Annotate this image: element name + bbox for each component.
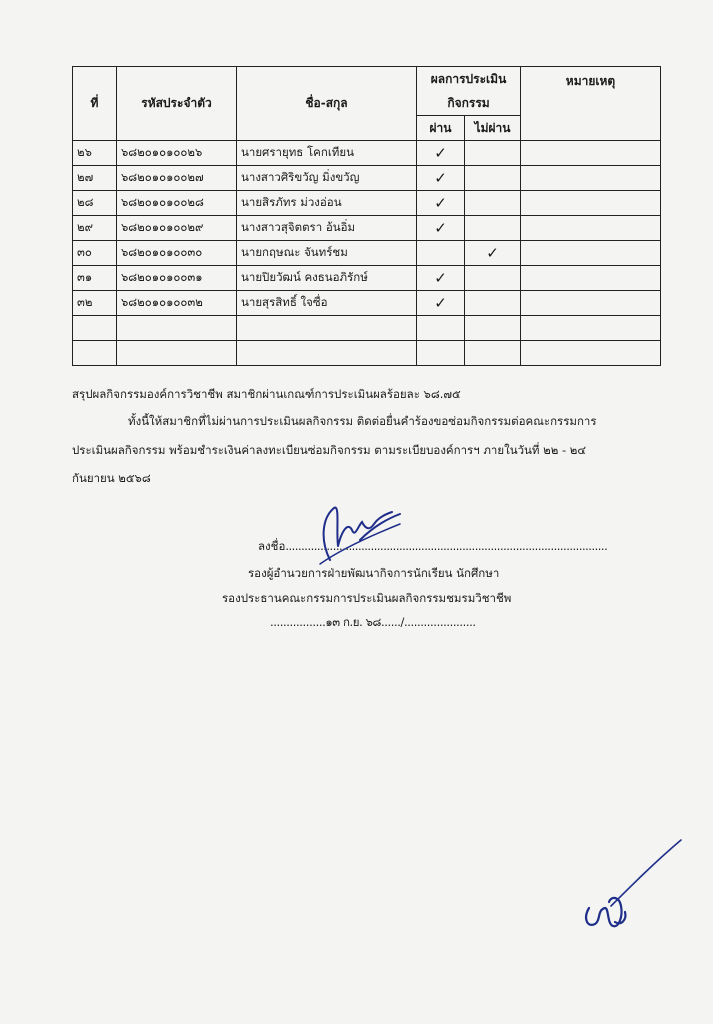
empty-cell [237, 341, 417, 366]
signer-position-1: รองผู้อำนวยการฝ่ายพัฒนากิจการนักเรียน นักศึกษา [248, 566, 500, 580]
header-name: ชื่อ-สกุล [237, 67, 417, 141]
row-fail-cell [465, 191, 521, 216]
empty-cell [465, 316, 521, 341]
row-remark [521, 266, 661, 291]
header-no: ที่ [73, 67, 117, 141]
row-remark [521, 216, 661, 241]
date-line: .................๑๓ ก.ย. ๖๘....../...................... [270, 615, 476, 629]
activity-results-table [72, 66, 661, 366]
check-mark-icon: ✓ [434, 219, 447, 237]
row-number: ๒๖ [73, 141, 117, 166]
sign-dots: ...................................................................................................... [285, 539, 608, 553]
row-name: นางสาวสุจิตตรา อ้นอิ่ม [237, 216, 417, 241]
empty-cell [117, 341, 237, 366]
row-number: ๒๗ [73, 166, 117, 191]
row-number: ๒๘ [73, 191, 117, 216]
row-pass-cell [417, 166, 465, 191]
row-fail-cell [465, 291, 521, 316]
check-mark-icon: ✓ [434, 144, 447, 162]
row-name: นายสุรสิทธิ์ ใจซื่อ [237, 291, 417, 316]
table-row [73, 166, 661, 191]
header-remark: หมายเหตุ [521, 67, 661, 141]
main-signature [300, 500, 410, 570]
table-row [73, 191, 661, 216]
row-student-id: ๖๘๒๐๑๐๑๐๐๒๘ [117, 191, 237, 216]
row-student-id: ๖๘๒๐๑๐๑๐๐๓๐ [117, 241, 237, 266]
row-number: ๓๐ [73, 241, 117, 266]
check-mark-icon: ✓ [434, 194, 447, 212]
empty-cell [521, 341, 661, 366]
empty-table-row [73, 341, 661, 366]
check-mark-icon: ✓ [434, 294, 447, 312]
row-remark [521, 291, 661, 316]
row-fail-cell [465, 166, 521, 191]
header-fail: ไม่ผ่าน [465, 116, 521, 141]
row-name: นายศรายุทธ โคกเทียน [237, 141, 417, 166]
header-result: ผลการประเมิน [417, 67, 521, 92]
table-row [73, 291, 661, 316]
row-student-id: ๖๘๒๐๑๐๑๐๐๒๗ [117, 166, 237, 191]
empty-cell [117, 316, 237, 341]
table-row [73, 241, 661, 266]
check-mark-icon: ✓ [434, 269, 447, 287]
row-pass-cell [417, 191, 465, 216]
row-pass-cell [417, 241, 465, 266]
empty-cell [73, 316, 117, 341]
table-row [73, 266, 661, 291]
row-pass-cell [417, 216, 465, 241]
row-number: ๓๑ [73, 266, 117, 291]
table-row [73, 216, 661, 241]
row-fail-cell [465, 216, 521, 241]
row-name: นางสาวศิริขวัญ มิ่งขวัญ [237, 166, 417, 191]
row-remark [521, 241, 661, 266]
summary-line-1: สรุปผลกิจกรรมองค์การวิชาชีพ สมาชิกผ่านเกณฑ์การประเมินผลร้อยละ ๖๘.๗๕ [72, 387, 461, 401]
row-student-id: ๖๘๒๐๑๐๑๐๐๓๒ [117, 291, 237, 316]
row-name: นายปิยวัฒน์ คงธนอภิรักษ์ [237, 266, 417, 291]
header-result-sub: กิจกรรม [417, 91, 521, 116]
row-student-id: ๖๘๒๐๑๐๑๐๐๓๑ [117, 266, 237, 291]
empty-cell [73, 341, 117, 366]
empty-cell [417, 341, 465, 366]
row-fail-cell [465, 241, 521, 266]
row-student-id: ๖๘๒๐๑๐๑๐๐๒๙ [117, 216, 237, 241]
header-pass: ผ่าน [417, 116, 465, 141]
initials-signature [575, 836, 685, 936]
row-name: นายกฤษณะ จันทร์ชม [237, 241, 417, 266]
table-row [73, 141, 661, 166]
summary-line-4: กันยายน ๒๕๖๘ [72, 471, 151, 485]
row-pass-cell [417, 266, 465, 291]
empty-cell [465, 341, 521, 366]
row-remark [521, 141, 661, 166]
summary-line-2: ทั้งนี้ให้สมาชิกที่ไม่ผ่านการประเมินผลกิจกรรม ติดต่อยื่นคำร้องขอซ่อมกิจกรรมต่อคณะกรรมการ [128, 414, 597, 428]
header-student-id: รหัสประจำตัว [117, 67, 237, 141]
row-pass-cell [417, 141, 465, 166]
row-name: นายสิรภัทร ม่วงอ่อน [237, 191, 417, 216]
row-pass-cell [417, 291, 465, 316]
empty-table-row [73, 316, 661, 341]
check-mark-icon: ✓ [434, 169, 447, 187]
row-remark [521, 166, 661, 191]
row-number: ๒๙ [73, 216, 117, 241]
table-body [73, 141, 661, 366]
empty-cell [521, 316, 661, 341]
row-fail-cell [465, 141, 521, 166]
signer-position-2: รองประธานคณะกรรมการประเมินผลกิจกรรมชมรมวิชาชีพ [222, 591, 512, 605]
empty-cell [237, 316, 417, 341]
check-mark-icon: ✓ [486, 244, 499, 262]
row-remark [521, 191, 661, 216]
row-student-id: ๖๘๒๐๑๐๑๐๐๒๖ [117, 141, 237, 166]
row-number: ๓๒ [73, 291, 117, 316]
row-fail-cell [465, 266, 521, 291]
empty-cell [417, 316, 465, 341]
sign-label: ลงชื่อ [258, 539, 286, 553]
summary-line-3: ประเมินผลกิจกรรม พร้อมชำระเงินค่าลงทะเบียนซ่อมกิจกรรม ตามระเบียบองค์การฯ ภายในวันที่ ๒๒ - ๒๔ [72, 443, 587, 457]
